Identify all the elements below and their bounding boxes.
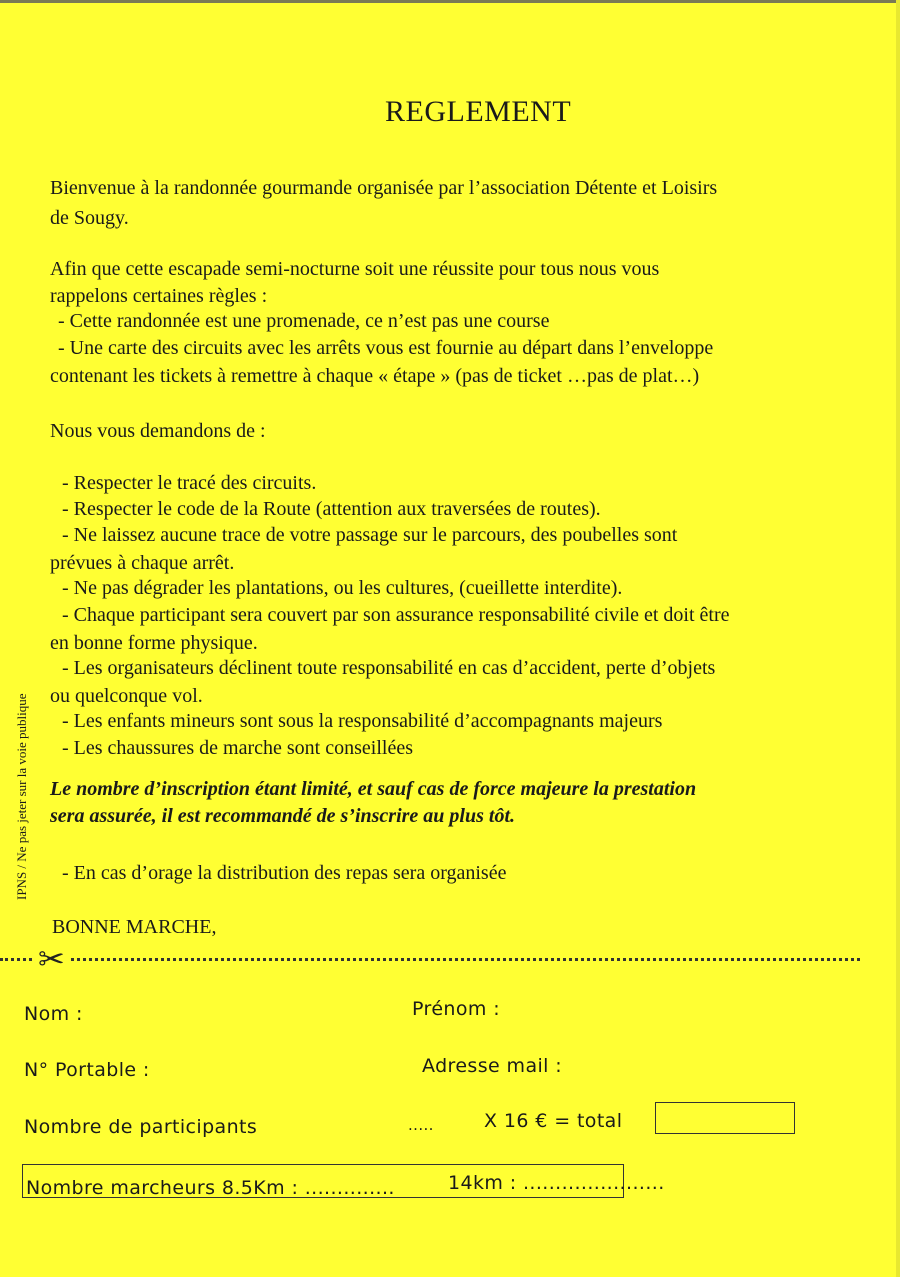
rule-line-7: en bonne forme physique. — [50, 632, 258, 654]
intro-line-1: Bienvenue à la randonnée gourmande organisée par l’association Détente et Loisirs — [50, 177, 718, 199]
dotted-separator — [0, 958, 860, 961]
mail-label: Adresse mail : — [422, 1055, 563, 1077]
rule-line-1: - Respecter le tracé des circuits. — [62, 472, 317, 494]
purpose-line-5: contenant les tickets à remettre à chaque « étape » (pas de ticket …pas de plat…) — [50, 365, 700, 387]
cut-line — [0, 940, 860, 978]
purpose-line-2: rappelons certaines règles : — [50, 285, 268, 307]
warning-line-1: Le nombre d’inscription étant limité, et sauf cas de force majeure la prestation — [50, 778, 697, 800]
request-heading: Nous vous demandons de : — [50, 420, 266, 442]
storm-note: - En cas d’orage la distribution des repas sera organisée — [62, 862, 507, 884]
rule-line-5: - Ne pas dégrader les plantations, ou les cultures, (cueillette interdite). — [62, 577, 623, 599]
prenom-label: Prénom : — [412, 998, 501, 1020]
rule-line-2: - Respecter le code de la Route (attention aux traversées de routes). — [62, 498, 601, 520]
purpose-line-3: - Cette randonnée est une promenade, ce n’est pas une course — [58, 310, 550, 332]
rule-line-10: - Les enfants mineurs sont sous la responsabilité d’accompagnants majeurs — [62, 710, 663, 732]
intro-line-2: de Sougy. — [50, 207, 129, 229]
km14-label: 14km : ...................... — [448, 1172, 665, 1194]
page-top-edge — [0, 0, 900, 3]
purpose-line-1: Afin que cette escapade semi-nocturne soit une réussite pour tous nous vous — [50, 258, 660, 280]
warning-line-2: sera assurée, il est recommandé de s’inscrire au plus tôt. — [50, 805, 516, 827]
closing-text: BONNE MARCHE, — [52, 916, 217, 938]
document-title: REGLEMENT — [385, 95, 572, 128]
rule-line-3: - Ne laissez aucune trace de votre passage sur le parcours, des poubelles sont — [62, 524, 678, 546]
marcheurs-label: Nombre marcheurs 8.5Km : .............. — [26, 1177, 395, 1199]
purpose-line-4: - Une carte des circuits avec les arrêts vous est fournie au départ dans l’enveloppe — [58, 337, 714, 359]
side-note: IPNS / Ne pas jeter sur la voie publique — [14, 693, 29, 900]
rule-line-11: - Les chaussures de marche sont conseillées — [62, 737, 413, 759]
participants-label: Nombre de participants — [24, 1116, 258, 1138]
rule-line-4: prévues à chaque arrêt. — [50, 552, 235, 574]
nom-label: Nom : — [24, 1003, 83, 1025]
portable-label: N° Portable : — [24, 1059, 150, 1081]
scissors-icon: ✂ — [34, 940, 69, 978]
rule-line-9: ou quelconque vol. — [50, 685, 203, 707]
page-right-edge — [896, 0, 900, 1277]
rule-line-6: - Chaque participant sera couvert par son assurance responsabilité civile et doit être — [62, 604, 730, 626]
rule-line-8: - Les organisateurs déclinent toute responsabilité en cas d’accident, perte d’objets — [62, 657, 716, 679]
price-label: X 16 € = total — [484, 1110, 623, 1132]
participants-dots: ..... — [408, 1116, 434, 1134]
total-box[interactable] — [655, 1102, 795, 1134]
